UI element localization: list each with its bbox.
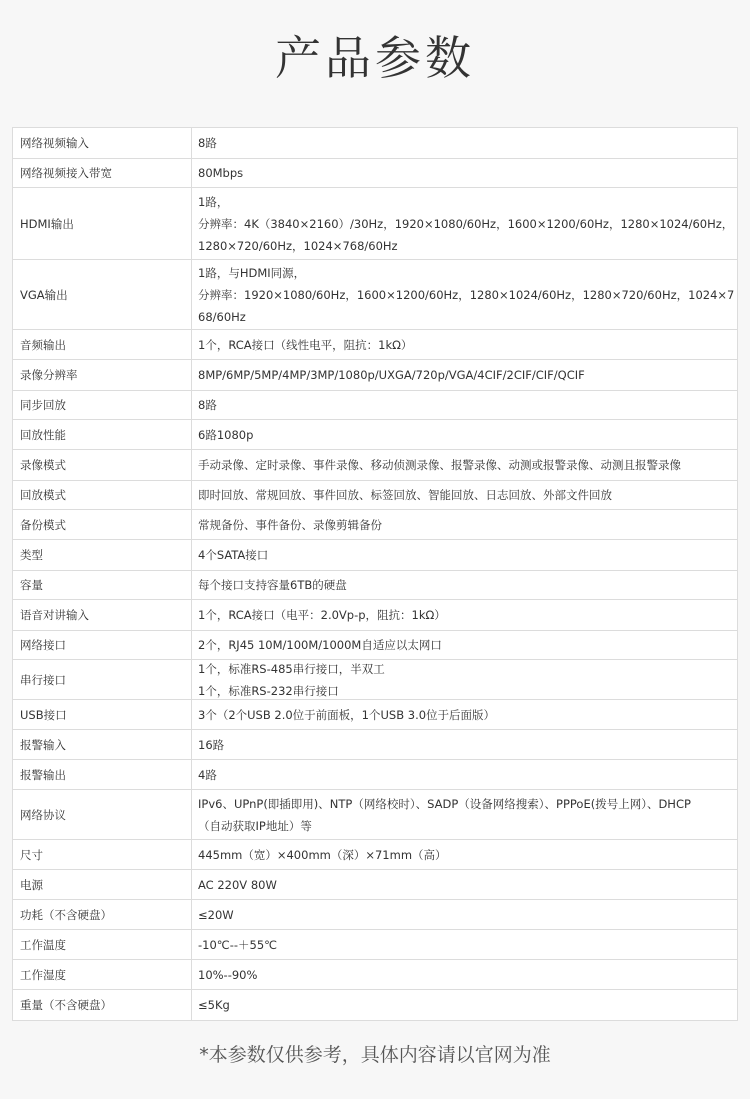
table-row xyxy=(13,840,737,870)
spec-value xyxy=(192,960,737,989)
spec-label: 串行接口 xyxy=(13,660,192,699)
spec-value-line: 8路 xyxy=(198,398,217,412)
table-row xyxy=(13,631,737,660)
table-row xyxy=(13,420,737,450)
spec-label: 备份模式 xyxy=(13,510,192,539)
spec-value-line: 445mm（宽）×400mm（深）×71mm（高） xyxy=(198,847,447,862)
spec-value xyxy=(192,900,737,929)
table-row xyxy=(13,660,737,700)
spec-label: 报警输出 xyxy=(13,760,192,789)
spec-value-line: 1路，与HDMI同源， xyxy=(198,265,306,280)
spec-label: 功耗（不含硬盘） xyxy=(13,900,192,929)
footnote: *本参数仅供参考，具体内容请以官网为准 xyxy=(199,1044,551,1066)
spec-value-line: 1280×720/60Hz，1024×768/60Hz xyxy=(198,238,398,253)
spec-label: HDMI输出 xyxy=(13,188,192,259)
spec-value-line: 每个接口支持容量6TB的硬盘 xyxy=(198,578,347,592)
spec-value-line: 即时回放、常规回放、事件回放、标签回放、智能回放、日志回放、外部文件回放 xyxy=(198,488,612,502)
spec-value-line: 10%--90% xyxy=(198,967,258,982)
spec-value-line: 8MP/6MP/5MP/4MP/3MP/1080p/UXGA/720p/VGA/4CIF/2CIF/CIF/QCIF xyxy=(198,368,585,382)
spec-table xyxy=(12,127,738,1021)
table-row xyxy=(13,188,737,260)
spec-value xyxy=(192,840,737,869)
spec-value-line: 1个，RCA接口（线性电平，阻抗：1kΩ） xyxy=(198,337,413,352)
spec-value-line: 80Mbps xyxy=(198,166,244,180)
spec-label: 回放模式 xyxy=(13,481,192,509)
spec-label: USB接口 xyxy=(13,700,192,729)
spec-value-line: 1个，RCA接口（电平：2.0Vp-p，阻抗：1kΩ） xyxy=(198,608,446,622)
table-row xyxy=(13,360,737,391)
spec-value xyxy=(192,481,737,509)
table-row xyxy=(13,930,737,960)
table-row xyxy=(13,159,737,188)
table-row xyxy=(13,450,737,481)
table-row xyxy=(13,990,737,1020)
spec-value xyxy=(192,159,737,187)
spec-value xyxy=(192,930,737,959)
spec-value xyxy=(192,571,737,599)
spec-label: 录像模式 xyxy=(13,450,192,480)
spec-label: 音频输出 xyxy=(13,330,192,359)
spec-value-line: 分辨率：1920×1080/60Hz，1600×1200/60Hz，1280×1024/60Hz，1280×720/60Hz，1024×7 xyxy=(198,287,735,302)
spec-value-line: 4路 xyxy=(198,767,217,782)
page-title: 产品参数 xyxy=(275,31,475,85)
spec-value xyxy=(192,450,737,480)
spec-label: 工作湿度 xyxy=(13,960,192,989)
spec-value xyxy=(192,760,737,789)
spec-value-line: 6路1080p xyxy=(198,427,254,442)
spec-value-line: 3个（2个USB 2.0位于前面板，1个USB 3.0位于后面版） xyxy=(198,707,496,722)
table-row xyxy=(13,700,737,730)
spec-value xyxy=(192,420,737,449)
spec-value xyxy=(192,790,737,839)
spec-value xyxy=(192,330,737,359)
spec-label: 语音对讲输入 xyxy=(13,600,192,630)
table-row xyxy=(13,128,737,159)
spec-label: 回放性能 xyxy=(13,420,192,449)
spec-label: 重量（不含硬盘） xyxy=(13,990,192,1020)
spec-label: 工作温度 xyxy=(13,930,192,959)
spec-label: 网络视频输入 xyxy=(13,128,192,158)
table-row xyxy=(13,510,737,540)
table-row xyxy=(13,391,737,420)
spec-value xyxy=(192,360,737,390)
spec-value-line: 16路 xyxy=(198,737,225,752)
spec-value xyxy=(192,540,737,570)
spec-label: 网络协议 xyxy=(13,790,192,839)
spec-value-line: 手动录像、定时录像、事件录像、移动侦测录像、报警录像、动测或报警录像、动测且报警录像 xyxy=(198,458,681,472)
spec-value-line: -10℃--＋55℃ xyxy=(198,937,278,952)
spec-label: 网络视频接入带宽 xyxy=(13,159,192,187)
spec-value-line: ≤20W xyxy=(198,907,234,922)
spec-value-line: 常规备份、事件备份、录像剪辑备份 xyxy=(198,517,382,532)
spec-value xyxy=(192,260,737,329)
spec-value xyxy=(192,600,737,630)
table-row xyxy=(13,870,737,900)
table-row xyxy=(13,571,737,600)
spec-label: 容量 xyxy=(13,571,192,599)
table-row xyxy=(13,600,737,631)
spec-label: 网络接口 xyxy=(13,631,192,659)
table-row xyxy=(13,900,737,930)
spec-value-line: 1路， xyxy=(198,194,229,209)
spec-label: 报警输入 xyxy=(13,730,192,759)
spec-value xyxy=(192,870,737,899)
table-row xyxy=(13,760,737,790)
spec-label: 类型 xyxy=(13,540,192,570)
spec-value xyxy=(192,990,737,1020)
spec-value-line: 分辨率：4K（3840×2160）/30Hz，1920×1080/60Hz，1600×1200/60Hz，1280×1024/60Hz， xyxy=(198,216,734,231)
spec-label: 同步回放 xyxy=(13,391,192,419)
spec-value xyxy=(192,391,737,419)
spec-value-line: 8路 xyxy=(198,136,217,150)
spec-value xyxy=(192,510,737,539)
spec-value-line: 2个，RJ45 10M/100M/1000M自适应以太网口 xyxy=(198,638,442,652)
spec-value-line: 1个，标准RS-485串行接口，半双工 xyxy=(198,661,385,676)
spec-label: 录像分辨率 xyxy=(13,360,192,390)
spec-value xyxy=(192,188,737,259)
table-row xyxy=(13,960,737,990)
spec-value xyxy=(192,660,737,699)
spec-value xyxy=(192,730,737,759)
table-row xyxy=(13,730,737,760)
spec-value-line: 68/60Hz xyxy=(198,309,246,324)
spec-label: 电源 xyxy=(13,870,192,899)
spec-value xyxy=(192,631,737,659)
spec-label: 尺寸 xyxy=(13,840,192,869)
table-row xyxy=(13,330,737,360)
spec-value xyxy=(192,128,737,158)
spec-label: VGA输出 xyxy=(13,260,192,329)
table-row xyxy=(13,790,737,840)
spec-value xyxy=(192,700,737,729)
table-row xyxy=(13,260,737,330)
spec-value-line: 1个，标准RS-232串行接口 xyxy=(198,683,339,698)
spec-value-line: AC 220V 80W xyxy=(198,877,277,892)
spec-value-line: （自动获取IP地址）等 xyxy=(198,818,312,833)
table-row xyxy=(13,540,737,571)
spec-value-line: 4个SATA接口 xyxy=(198,548,269,562)
spec-value-line: ≤5Kg xyxy=(198,998,230,1012)
spec-value-line: IPv6、UPnP(即插即用)、NTP（网络校时）、SADP（设备网络搜索）、PPPoE(拨号上网）、DHCP xyxy=(198,796,691,811)
table-row xyxy=(13,481,737,510)
